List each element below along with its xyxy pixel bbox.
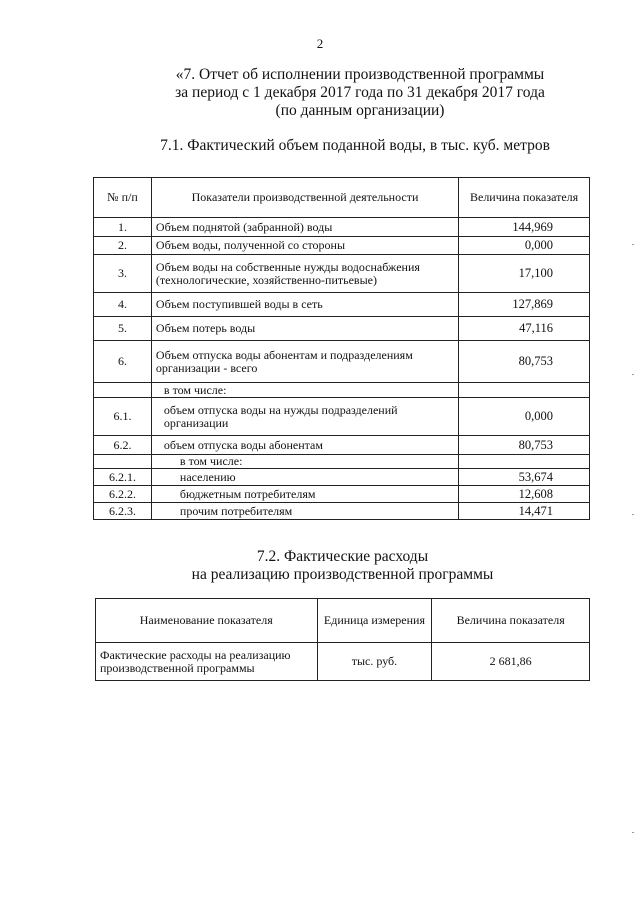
- row-value: 0,000: [459, 237, 590, 255]
- row-value: 47,116: [459, 317, 590, 341]
- row-number: 1.: [94, 218, 152, 237]
- header-indicators: Показатели производственной деятельности: [151, 178, 458, 218]
- section-7-2-title-line-1: 7.2. Фактические расходы: [256, 548, 429, 565]
- row-label: Фактические расходы на реализацию производственной программы: [96, 643, 318, 681]
- row-value: 17,100: [459, 255, 590, 293]
- row-number: 3.: [94, 255, 152, 293]
- row-label: объем отпуска воды абонентам: [151, 436, 458, 455]
- row-number: 6.2.3.: [94, 503, 152, 520]
- expenses-table: [95, 598, 590, 681]
- table-row: [94, 218, 590, 237]
- table-row: [94, 293, 590, 317]
- header-value: Величина показателя: [432, 599, 590, 643]
- row-number: 6.1.: [94, 398, 152, 436]
- row-number: 6.: [94, 341, 152, 383]
- row-number: 5.: [94, 317, 152, 341]
- page-number: 2: [316, 36, 324, 51]
- report-title-line-3: (по данным организации): [275, 102, 445, 119]
- header-name: Наименование показателя: [96, 599, 318, 643]
- section-7-2-title-line-2: на реализацию производственной программы: [191, 566, 494, 583]
- row-value: 53,674: [459, 469, 590, 486]
- table-row: [94, 317, 590, 341]
- row-value: 144,969: [459, 218, 590, 237]
- table-header-row: [94, 178, 590, 218]
- row-number: 6.2.: [94, 436, 152, 455]
- row-value: 14,471: [459, 503, 590, 520]
- header-number: № п/п: [94, 178, 152, 218]
- table-row: [94, 436, 590, 455]
- row-value: 127,869: [459, 293, 590, 317]
- table-header-row: [96, 599, 590, 643]
- margin-mark: [632, 832, 634, 833]
- table-row: [96, 643, 590, 681]
- section-7-1-title: 7.1. Фактический объем поданной воды, в тыс. куб. метров: [160, 137, 550, 154]
- table-row: [94, 237, 590, 255]
- water-volume-table: [93, 177, 590, 520]
- row-label: Объем воды на собственные нужды водоснабжения (технологические, хозяйственно-питьевые): [151, 255, 458, 293]
- table-row: [94, 503, 590, 520]
- row-value: 80,753: [459, 341, 590, 383]
- margin-mark: [632, 244, 634, 245]
- row-label: объем отпуска воды на нужды подразделений организации: [151, 398, 458, 436]
- table-row: [94, 486, 590, 503]
- row-label: в том числе:: [151, 455, 458, 469]
- row-number: 6.2.1.: [94, 469, 152, 486]
- row-number: [94, 455, 152, 469]
- report-title-line-2: за период с 1 декабря 2017 года по 31 декабря 2017 года: [175, 84, 545, 101]
- row-value: 80,753: [459, 436, 590, 455]
- row-number: 6.2.2.: [94, 486, 152, 503]
- row-number: 4.: [94, 293, 152, 317]
- table-row: [94, 341, 590, 383]
- row-value: [459, 455, 590, 469]
- row-number: [94, 383, 152, 398]
- row-label: Объем воды, полученной со стороны: [151, 237, 458, 255]
- row-value: 2 681,86: [432, 643, 590, 681]
- margin-mark: [632, 514, 634, 515]
- row-value: [459, 383, 590, 398]
- row-value: 12,608: [459, 486, 590, 503]
- row-label: Объем поступившей воды в сеть: [151, 293, 458, 317]
- header-value: Величина показателя: [459, 178, 590, 218]
- table-row: [94, 255, 590, 293]
- table-row: [94, 398, 590, 436]
- header-unit: Единица измерения: [317, 599, 432, 643]
- table-row: [94, 469, 590, 486]
- table-row: [94, 383, 590, 398]
- row-label: в том числе:: [151, 383, 458, 398]
- row-label: прочим потребителям: [151, 503, 458, 520]
- row-label: населению: [151, 469, 458, 486]
- row-number: 2.: [94, 237, 152, 255]
- report-title-line-1: «7. Отчет об исполнении производственной программы: [175, 66, 545, 83]
- row-unit: тыс. руб.: [317, 643, 432, 681]
- row-value: 0,000: [459, 398, 590, 436]
- row-label: Объем отпуска воды абонентам и подразделениям организации - всего: [151, 341, 458, 383]
- table-row: [94, 455, 590, 469]
- row-label: Объем потерь воды: [151, 317, 458, 341]
- row-label: бюджетным потребителям: [151, 486, 458, 503]
- margin-mark: [632, 374, 634, 375]
- row-label: Объем поднятой (забранной) воды: [151, 218, 458, 237]
